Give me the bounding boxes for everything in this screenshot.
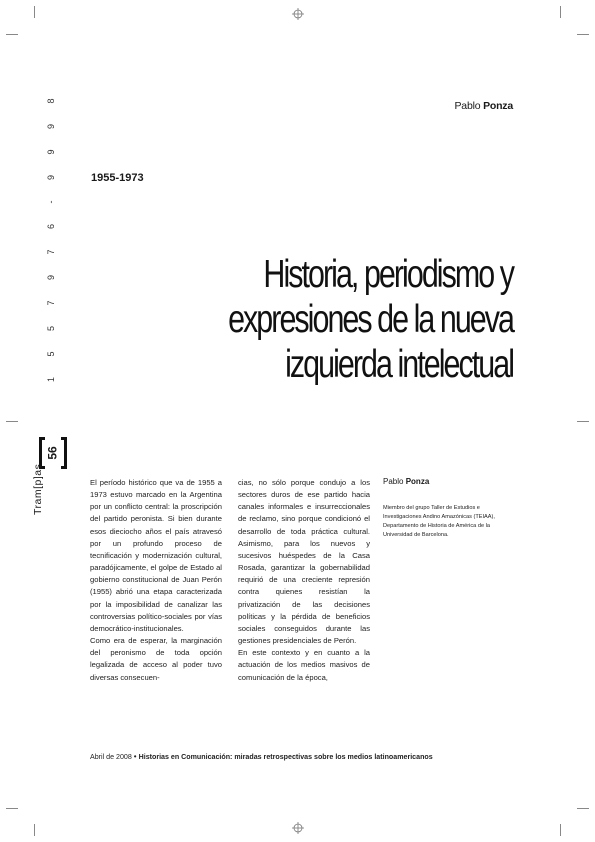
footer-bullet: • (133, 752, 137, 761)
crop-mark (34, 6, 35, 18)
paragraph: El período histórico que va de 1955 a 1973 estuvo marcado en la Argentina por un conflicto central: la proscripción del partido peronista. Si bien durante esos dieciocho años el país atravesó por un profundo proceso de tecnificación y modernización cultural, paradójicamente, el golpe de Estado al gobierno constitucional de Juan Perón (1955) abrió una etapa caracterizada por la imposibilidad de canalizar las controversias político-sociales por vías democrático-institucionales. (90, 478, 222, 633)
section-years: 1955-1973 (91, 172, 144, 184)
title-line: Historia, periodismo y (263, 253, 513, 296)
article-title (154, 252, 513, 387)
author-first-name: Pablo (454, 100, 481, 112)
footer-publication: Historias en Comunicación: miradas retrospectivas sobre los medios latinoamericanos (138, 753, 433, 761)
crop-mark (6, 808, 18, 809)
footer-date: Abril de 2008 (90, 753, 132, 761)
side-issn-digits: 1 5 5 7 9 7 6 - 9 9 9 8 (46, 89, 56, 382)
crop-mark (560, 6, 561, 18)
registration-mark-icon (292, 822, 304, 834)
crop-mark (34, 824, 35, 836)
issue-number: 56 (45, 446, 60, 460)
crop-mark (560, 824, 561, 836)
paragraph: cias, no sólo porque condujo a los sectores duros de ese partido hacia canales informales e insurreccionales de reclamo, sino porque condicionó el desarrollo de toda práctica cultural. Asimismo, para los nuevos y sucesivos huéspedes de la Casa Rosada, garantizar la gobernabilidad requirió de una creciente represión contra quienes resistían la privatización de las decisiones políticas y la pérdida de beneficios sociales conseguidos durante las gestiones presidenciales de Perón. (238, 478, 370, 646)
author-byline (455, 100, 514, 112)
page-footer (90, 752, 433, 761)
body-column-2 (238, 477, 370, 684)
crop-mark (6, 34, 18, 35)
journal-name: Tram[p]as (32, 463, 44, 515)
author-last-name: Ponza (483, 100, 513, 112)
title-line: expresiones de la nueva (228, 298, 513, 341)
title-line: izquierda intelectual (285, 343, 513, 386)
crop-mark (577, 34, 589, 35)
author-affiliation: Miembro del grupo Taller de Estudios e Investigaciones Andino Amazónicas (TEIAA), Departamento de Historia de América de la Universidad de Barcelona. (383, 505, 495, 538)
paragraph: Como era de esperar, la marginación del peronismo de toda opción legalizada de acceso al poder tuvo diversas consecuen- (90, 636, 222, 682)
paragraph: En este contexto y en cuanto a la actuación de los medios masivos de comunicación de la época, (238, 648, 370, 682)
crop-mark (6, 421, 18, 422)
registration-mark-icon (292, 8, 304, 20)
body-column-1 (90, 477, 222, 684)
crop-mark (577, 421, 589, 422)
author-note-last: Ponza (405, 477, 430, 486)
author-note-first: Pablo (383, 477, 404, 486)
crop-mark (577, 808, 589, 809)
author-note-name (383, 477, 429, 486)
